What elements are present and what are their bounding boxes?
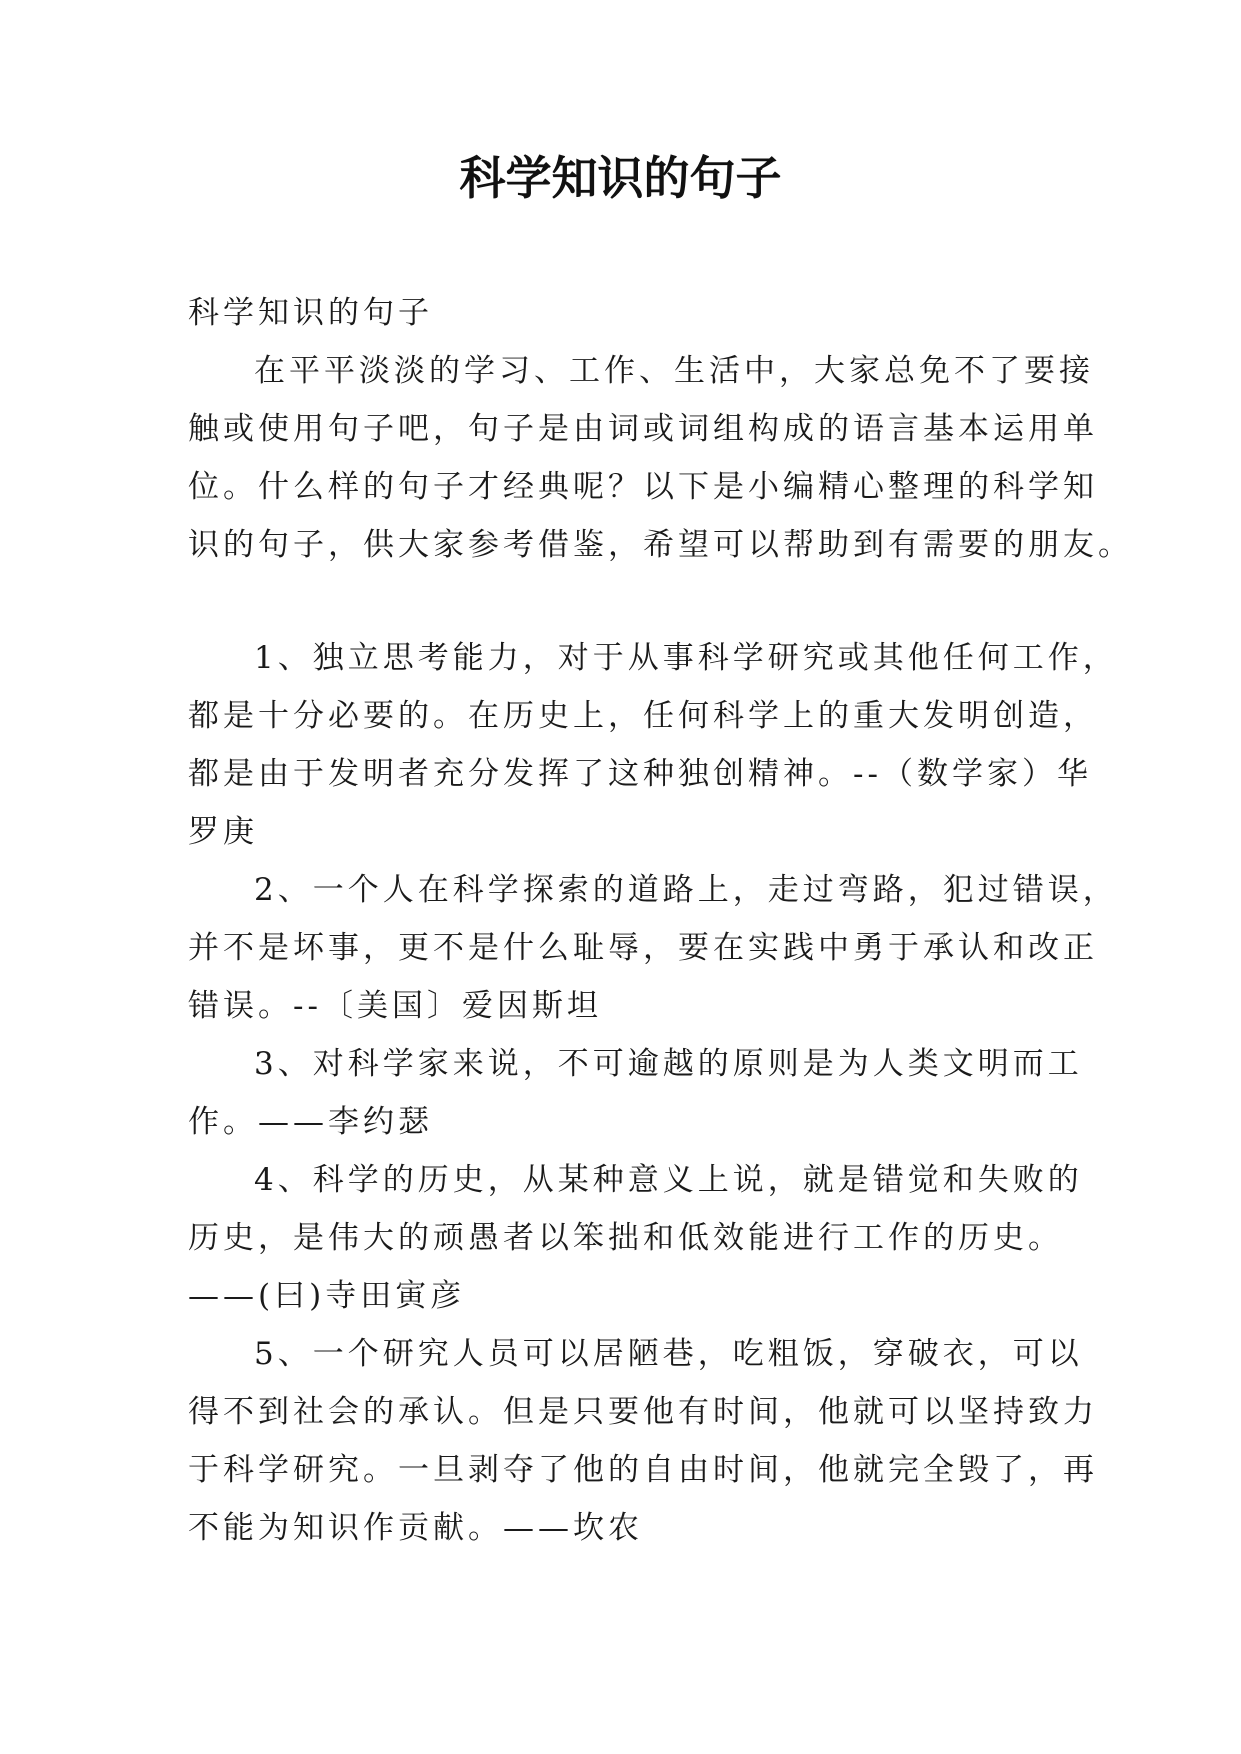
quote-line: 错误。--〔美国〕爱因斯坦 [188,988,602,1024]
quote-item-4 [188,1151,1083,1325]
quote-line: 作。——李约瑟 [188,1104,433,1140]
intro-line: 在平平淡淡的学习、工作、生活中，大家总免不了要接 [254,353,1094,389]
quote-line: 不能为知识作贡献。——坎农 [188,1510,643,1546]
intro-line: 位。什么样的句子才经典呢？以下是小编精心整理的科学知 [188,469,1098,505]
quote-line: 2、一个人在科学探索的道路上，走过弯路，犯过错误， [254,872,1118,908]
quote-line: 历史，是伟大的顽愚者以笨拙和低效能进行工作的历史。 [188,1220,1063,1256]
quote-item-5 [188,1325,1098,1557]
quote-line: 3、对科学家来说，不可逾越的原则是为人类文明而工 [254,1046,1083,1082]
quote-item-2 [188,861,1118,1035]
quote-line: 都是由于发明者充分发挥了这种独创精神。--（数学家）华 [188,756,1092,792]
quote-line: 5、一个研究人员可以居陋巷，吃粗饭，穿破衣，可以 [254,1336,1083,1372]
document-title: 科学知识的句子 [459,151,782,205]
document-body [188,284,1133,1557]
quote-line: 4、科学的历史，从某种意义上说，就是错觉和失败的 [254,1162,1083,1198]
intro-paragraph [188,342,1133,574]
quote-line: 于科学研究。一旦剥夺了他的自由时间，他就完全毁了，再 [188,1452,1098,1488]
intro-line: 触或使用句子吧，句子是由词或词组构成的语言基本运用单 [188,411,1098,447]
quote-line: 都是十分必要的。在历史上，任何科学上的重大发明创造， [188,698,1098,734]
paragraph-gap [188,574,1058,629]
quote-line: 得不到社会的承认。但是只要他有时间，他就可以坚持致力 [188,1394,1098,1430]
document-subtitle: 科学知识的句子 [188,295,433,331]
quote-line: 并不是坏事，更不是什么耻辱，要在实践中勇于承认和改正 [188,930,1098,966]
intro-line: 识的句子，供大家参考借鉴，希望可以帮助到有需要的朋友。 [188,527,1133,563]
quote-item-3 [188,1035,1083,1151]
quote-item-1 [188,629,1118,861]
quote-line: ——(曰)寺田寅彦 [188,1278,466,1314]
quote-line: 罗庚 [188,814,258,850]
quote-line: 1、独立思考能力，对于从事科学研究或其他任何工作， [254,640,1118,676]
